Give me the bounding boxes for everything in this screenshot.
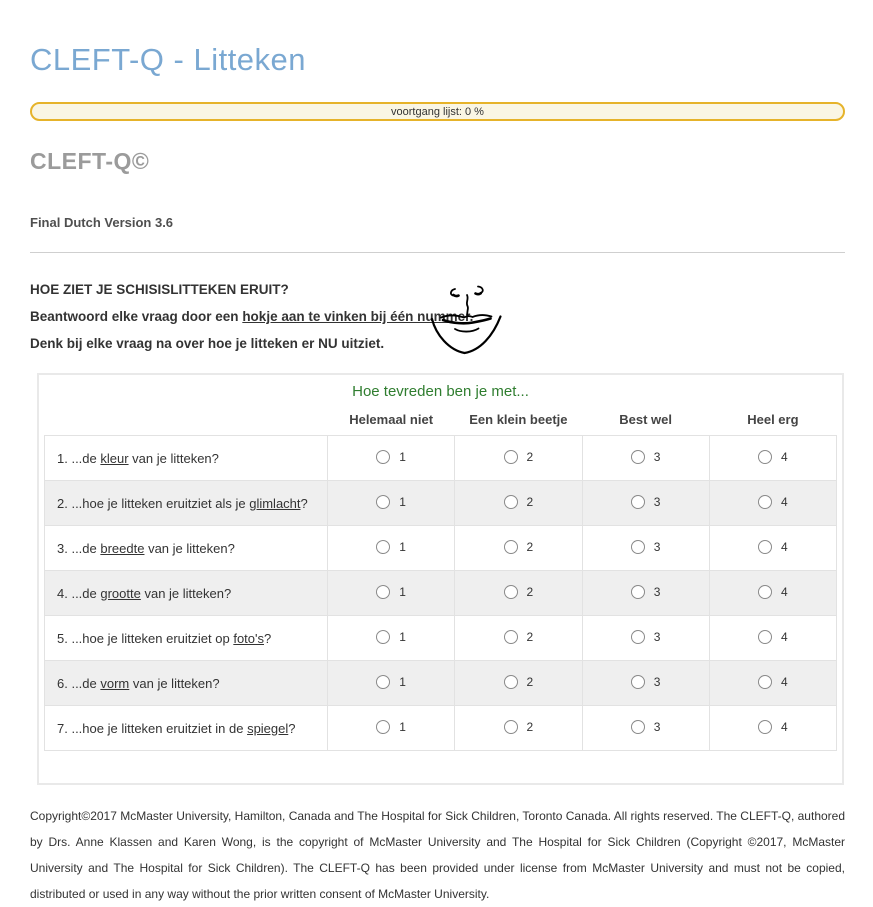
option-number: 3 xyxy=(653,584,661,599)
option-number: 2 xyxy=(526,629,534,644)
question-keyword: vorm xyxy=(100,675,130,691)
radio-q7-opt4[interactable] xyxy=(758,720,788,734)
radio-q3-opt1[interactable] xyxy=(376,540,406,554)
progress-label: voortgang lijst: 0 % xyxy=(391,105,484,118)
option-number: 1 xyxy=(399,719,406,734)
question-text xyxy=(45,436,328,481)
option-number: 4 xyxy=(781,629,788,644)
radio-icon[interactable] xyxy=(758,720,772,734)
question-column-header xyxy=(45,400,328,436)
option-number: 4 xyxy=(781,449,788,464)
option-number: 2 xyxy=(526,584,534,599)
question-prefix: 7. ...hoe je litteken eruitziet in de xyxy=(57,720,248,736)
radio-icon[interactable] xyxy=(504,585,518,599)
option-number: 2 xyxy=(526,494,534,509)
radio-icon[interactable] xyxy=(631,720,645,734)
radio-icon[interactable] xyxy=(631,675,645,689)
option-number: 1 xyxy=(399,674,406,689)
radio-icon[interactable] xyxy=(376,630,390,644)
radio-q1-opt1[interactable] xyxy=(376,450,406,464)
instructions-heading: HOE ZIET JE SCHISISLITTEKEN ERUIT? xyxy=(30,282,289,297)
radio-icon[interactable] xyxy=(376,585,390,599)
radio-q5-opt3[interactable] xyxy=(631,630,661,644)
questionnaire-card xyxy=(37,373,844,785)
question-suffix: van je litteken? xyxy=(128,450,219,466)
question-prefix: 3. ...de xyxy=(57,540,101,556)
table-header-row xyxy=(45,400,837,436)
radio-icon[interactable] xyxy=(758,450,772,464)
radio-q5-opt4[interactable] xyxy=(758,630,788,644)
question-suffix: van je litteken? xyxy=(140,585,232,601)
question-suffix: ? xyxy=(300,495,308,511)
option-number: 3 xyxy=(653,539,661,554)
radio-icon[interactable] xyxy=(376,720,390,734)
radio-icon[interactable] xyxy=(631,450,645,464)
question-text xyxy=(45,526,328,571)
radio-icon[interactable] xyxy=(504,450,518,464)
column-header-2: Een klein beetje xyxy=(469,412,568,427)
table-row xyxy=(45,436,837,481)
radio-q3-opt4[interactable] xyxy=(758,540,788,554)
question-text xyxy=(45,706,328,751)
version-label: Final Dutch Version 3.6 xyxy=(30,215,174,230)
radio-icon[interactable] xyxy=(631,495,645,509)
radio-icon[interactable] xyxy=(758,585,772,599)
option-number: 4 xyxy=(781,719,788,734)
progress-bar xyxy=(30,102,845,121)
question-keyword: glimlacht xyxy=(249,495,301,511)
question-keyword: foto's xyxy=(233,630,264,646)
radio-icon[interactable] xyxy=(376,495,390,509)
instructions-line-2-prefix: Beantwoord elke vraag door een xyxy=(30,309,243,324)
question-prefix: 5. ...hoe je litteken eruitziet op xyxy=(57,630,234,646)
radio-q1-opt3[interactable] xyxy=(631,450,661,464)
column-header-4: Heel erg xyxy=(747,412,799,427)
option-number: 2 xyxy=(526,449,534,464)
radio-q2-opt1[interactable] xyxy=(376,495,406,509)
radio-icon[interactable] xyxy=(758,630,772,644)
question-prefix: 2. ...hoe je litteken eruitziet als je xyxy=(57,495,250,511)
radio-q7-opt1[interactable] xyxy=(376,720,406,734)
radio-q5-opt2[interactable] xyxy=(504,630,534,644)
option-number: 3 xyxy=(653,674,661,689)
table-row xyxy=(45,706,837,751)
radio-q7-opt2[interactable] xyxy=(504,720,534,734)
question-text xyxy=(45,616,328,661)
question-keyword: spiegel xyxy=(247,720,289,736)
option-number: 4 xyxy=(781,494,788,509)
question-suffix: van je litteken? xyxy=(129,675,220,691)
question-keyword: grootte xyxy=(100,585,141,601)
radio-icon[interactable] xyxy=(504,495,518,509)
radio-icon[interactable] xyxy=(758,495,772,509)
radio-icon[interactable] xyxy=(631,540,645,554)
radio-icon[interactable] xyxy=(504,630,518,644)
radio-q5-opt1[interactable] xyxy=(376,630,406,644)
question-text xyxy=(45,661,328,706)
radio-icon[interactable] xyxy=(758,675,772,689)
option-number: 3 xyxy=(653,494,661,509)
radio-icon[interactable] xyxy=(504,540,518,554)
radio-q3-opt3[interactable] xyxy=(631,540,661,554)
option-number: 3 xyxy=(653,449,661,464)
option-number: 4 xyxy=(781,584,788,599)
instructions-line-2-suffix: . xyxy=(469,309,474,324)
radio-icon[interactable] xyxy=(504,720,518,734)
radio-q2-opt4[interactable] xyxy=(758,495,788,509)
radio-q6-opt1[interactable] xyxy=(376,675,406,689)
radio-q2-opt2[interactable] xyxy=(504,495,534,509)
radio-q6-opt4[interactable] xyxy=(758,675,788,689)
column-header-1: Helemaal niet xyxy=(349,412,434,427)
option-number: 1 xyxy=(399,539,406,554)
question-text xyxy=(45,571,328,616)
radio-icon[interactable] xyxy=(376,540,390,554)
option-number: 2 xyxy=(526,539,534,554)
option-number: 4 xyxy=(781,674,788,689)
option-number: 1 xyxy=(399,584,406,599)
brand-heading: CLEFT-Q© xyxy=(30,148,150,174)
radio-icon[interactable] xyxy=(376,450,390,464)
page-title: CLEFT-Q - Litteken xyxy=(30,42,307,77)
question-suffix: ? xyxy=(264,630,272,646)
radio-q4-opt4[interactable] xyxy=(758,585,788,599)
question-prefix: 6. ...de xyxy=(57,675,101,691)
table-row xyxy=(45,616,837,661)
radio-q2-opt3[interactable] xyxy=(631,495,661,509)
radio-q6-opt3[interactable] xyxy=(631,675,661,689)
copyright-text: Copyright©2017 McMaster University, Hamilton, Canada and The Hospital for Sick Children, Toronto Canada. All rights reserved. The CLEFT-Q, authored by Drs. Anne Klassen and Karen Wong, is the copyright of McMaster University and The Hospital for Sick Children (Copyright ©2017, McMaster University and The Hospital for Sick Children). The CLEFT-Q has been provided under license from McMaster University and must not be copied, distributed or used in any way without the prior written consent of McMaster University. xyxy=(30,809,846,901)
option-number: 1 xyxy=(399,449,406,464)
question-suffix: van je litteken? xyxy=(144,540,235,556)
radio-q1-opt4[interactable] xyxy=(758,450,788,464)
radio-icon[interactable] xyxy=(376,675,390,689)
radio-icon[interactable] xyxy=(758,540,772,554)
table-row xyxy=(45,571,837,616)
question-prefix: 1. ...de xyxy=(57,450,101,466)
radio-q6-opt2[interactable] xyxy=(504,675,534,689)
table-row xyxy=(45,661,837,706)
question-text xyxy=(45,481,328,526)
option-number: 4 xyxy=(781,539,788,554)
instructions-line-3: Denk bij elke vraag na over hoe je litteken er NU uitziet. xyxy=(30,336,385,351)
radio-q7-opt3[interactable] xyxy=(631,720,661,734)
radio-icon[interactable] xyxy=(631,630,645,644)
column-header-3: Best wel xyxy=(619,412,672,427)
face-sketch-icon xyxy=(425,279,509,363)
progress-track xyxy=(30,102,845,121)
option-number: 3 xyxy=(653,719,661,734)
questionnaire-title: Hoe tevreden ben je met... xyxy=(352,383,529,400)
radio-icon[interactable] xyxy=(504,675,518,689)
question-keyword: breedte xyxy=(100,540,145,556)
instructions xyxy=(30,283,845,367)
question-prefix: 4. ...de xyxy=(57,585,101,601)
radio-q3-opt2[interactable] xyxy=(504,540,534,554)
radio-q4-opt2[interactable] xyxy=(504,585,534,599)
instructions-line-2-underline: hokje aan te vinken bij één nummer xyxy=(242,309,470,324)
option-number: 2 xyxy=(526,719,534,734)
question-keyword: kleur xyxy=(100,450,129,466)
option-number: 3 xyxy=(653,629,661,644)
radio-q4-opt3[interactable] xyxy=(631,585,661,599)
option-number: 2 xyxy=(526,674,534,689)
radio-icon[interactable] xyxy=(631,585,645,599)
option-number: 1 xyxy=(399,494,406,509)
option-number: 1 xyxy=(399,629,406,644)
question-suffix: ? xyxy=(288,720,296,736)
radio-q1-opt2[interactable] xyxy=(504,450,534,464)
table-row xyxy=(45,481,837,526)
table-row xyxy=(45,526,837,571)
divider xyxy=(30,252,845,253)
questionnaire-table xyxy=(44,400,837,751)
radio-q4-opt1[interactable] xyxy=(376,585,406,599)
